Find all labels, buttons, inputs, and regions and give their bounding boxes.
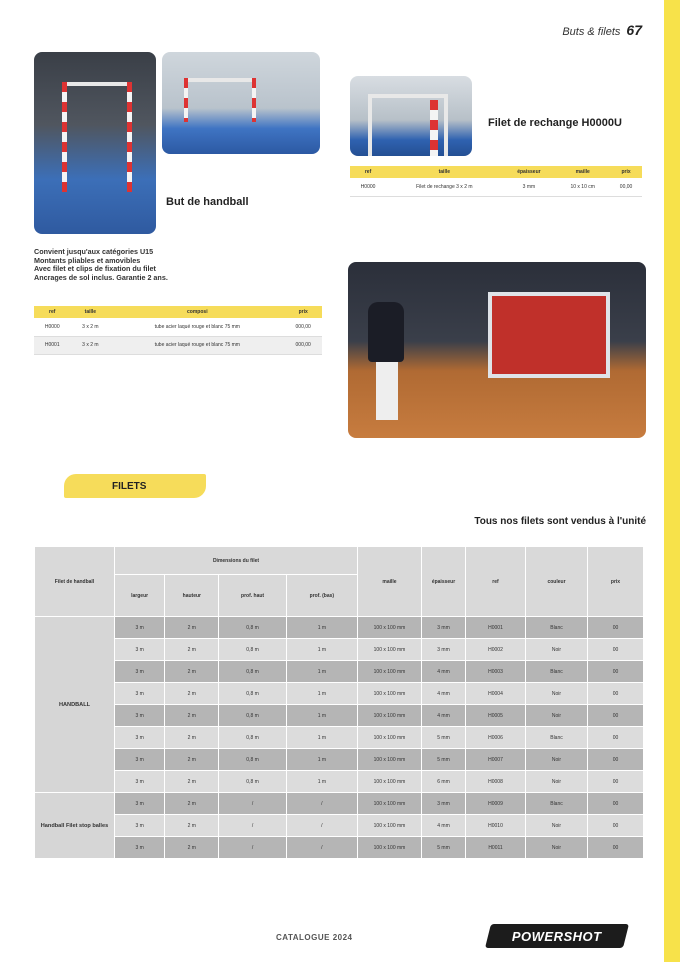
cell: 2 m	[165, 793, 219, 815]
col-header: ref	[34, 306, 71, 318]
desc-line: Montants pliables et amovibles	[34, 255, 141, 265]
cell: 0,8 m	[219, 683, 286, 705]
spare-net-title: Filet de rechange H0000U	[488, 117, 622, 129]
cell: 4 mm	[422, 683, 466, 705]
cell: 00	[588, 793, 644, 815]
col-header: maille	[555, 166, 610, 178]
cell: /	[286, 837, 357, 859]
cell: 2 m	[165, 617, 219, 639]
cell: 100 x 100 mm	[358, 639, 422, 661]
cell: 5 mm	[422, 749, 466, 771]
cell: Noir	[526, 837, 588, 859]
cell: H0003	[466, 661, 526, 683]
table-row	[35, 837, 644, 859]
cell: Blanc	[526, 661, 588, 683]
cell: Blanc	[526, 727, 588, 749]
cell: 3 m	[115, 749, 165, 771]
col-header: taille	[71, 306, 111, 318]
cell: H0006	[466, 727, 526, 749]
cell: 2 m	[165, 771, 219, 793]
goal-title: But de handball	[166, 196, 249, 208]
cell: 100 x 100 mm	[358, 727, 422, 749]
cell: 000,00	[284, 336, 322, 354]
dims-subheader: prof. haut	[219, 575, 286, 617]
spare-net-table	[350, 166, 642, 197]
col-header: épaisseur	[422, 547, 466, 617]
cell: /	[219, 815, 286, 837]
cell: 00	[588, 837, 644, 859]
cell: Noir	[526, 705, 588, 727]
cell: 6 mm	[422, 771, 466, 793]
cell: 5 mm	[422, 837, 466, 859]
cell: 2 m	[165, 661, 219, 683]
cell: H0001	[466, 617, 526, 639]
col-header: maille	[358, 547, 422, 617]
action-photo	[348, 262, 646, 438]
page-number: 67	[626, 22, 642, 38]
table-row	[35, 749, 644, 771]
cell: Noir	[526, 771, 588, 793]
cell: 5 mm	[422, 727, 466, 749]
table-row	[34, 336, 322, 354]
goal-description	[34, 248, 168, 282]
cell: 100 x 100 mm	[358, 661, 422, 683]
table-row	[35, 815, 644, 837]
cell: H0000	[350, 178, 386, 196]
cell: 1 m	[286, 727, 357, 749]
cell: H0004	[466, 683, 526, 705]
group-label: HANDBALL	[35, 617, 115, 793]
cell: H0000	[34, 318, 71, 336]
spare-net-photo	[350, 76, 472, 156]
table-row	[350, 178, 642, 196]
cell: 3 m	[115, 639, 165, 661]
col-header: prix	[588, 547, 644, 617]
cell: 00	[588, 617, 644, 639]
cell: Filet de rechange 3 x 2 m	[386, 178, 502, 196]
cell: 00	[588, 683, 644, 705]
cell: Noir	[526, 815, 588, 837]
cell: tube acier laqué rouge et blanc 75 mm	[110, 318, 284, 336]
cell: Noir	[526, 639, 588, 661]
cell: 0,8 m	[219, 727, 286, 749]
col-header: ref	[466, 547, 526, 617]
goal-photo-gym	[162, 52, 320, 154]
cell: 00	[588, 749, 644, 771]
cell: 4 mm	[422, 815, 466, 837]
cell: 0,8 m	[219, 705, 286, 727]
cell: 0,8 m	[219, 749, 286, 771]
cell: H0001	[34, 336, 71, 354]
cell: 100 x 100 mm	[358, 749, 422, 771]
cell: 3 m	[115, 617, 165, 639]
cell: H0002	[466, 639, 526, 661]
table-row	[35, 661, 644, 683]
cell: Noir	[526, 749, 588, 771]
col-header: taille	[386, 166, 502, 178]
cell: 0,8 m	[219, 617, 286, 639]
cell: /	[286, 793, 357, 815]
col-header: prix	[610, 166, 642, 178]
col-header: composi	[110, 306, 284, 318]
cell: 100 x 100 mm	[358, 793, 422, 815]
sale-note: Tous nos filets sont vendus à l'unité	[474, 516, 646, 527]
cell: 2 m	[165, 837, 219, 859]
cell: 3 mm	[422, 793, 466, 815]
cell: 0,8 m	[219, 639, 286, 661]
group-label: Handball Filet stop balles	[35, 793, 115, 859]
page-edge-strip	[664, 0, 680, 962]
cell: 1 m	[286, 683, 357, 705]
cell: 00	[588, 661, 644, 683]
brand-name: POWERSHOT	[512, 928, 602, 944]
cell: 4 mm	[422, 705, 466, 727]
table-row	[35, 793, 644, 815]
col-header: ref	[350, 166, 386, 178]
cell: 00	[588, 639, 644, 661]
col-header: prix	[284, 306, 322, 318]
cell: 3 m	[115, 837, 165, 859]
cell: 100 x 100 mm	[358, 837, 422, 859]
cell: 2 m	[165, 683, 219, 705]
cell: 2 m	[165, 639, 219, 661]
table-row	[35, 727, 644, 749]
col-header: épaisseur	[503, 166, 556, 178]
cell: 0,8 m	[219, 661, 286, 683]
cell: Blanc	[526, 617, 588, 639]
cell: 00	[588, 771, 644, 793]
cell: 4 mm	[422, 661, 466, 683]
cell: 2 m	[165, 727, 219, 749]
cell: Noir	[526, 683, 588, 705]
cell: 100 x 100 mm	[358, 705, 422, 727]
cell: 3 mm	[422, 639, 466, 661]
cell: H0011	[466, 837, 526, 859]
cell: 100 x 100 mm	[358, 771, 422, 793]
catalogue-label: CATALOGUE 2024	[276, 933, 353, 942]
col-header: couleur	[526, 547, 588, 617]
cell: 3 x 2 m	[71, 318, 111, 336]
cell: H0010	[466, 815, 526, 837]
dims-subheader: largeur	[115, 575, 165, 617]
cell: 3 m	[115, 683, 165, 705]
table-row	[35, 705, 644, 727]
cell: 3 m	[115, 815, 165, 837]
nets-table	[34, 546, 644, 859]
cell: 3 m	[115, 661, 165, 683]
cell: 3 m	[115, 727, 165, 749]
cell: 3 mm	[503, 178, 556, 196]
cell: /	[286, 815, 357, 837]
desc-line: Convient jusqu'aux catégories U15	[34, 247, 154, 256]
table-row	[35, 639, 644, 661]
cell: H0008	[466, 771, 526, 793]
cell: 000,00	[284, 318, 322, 336]
cell: 3 m	[115, 793, 165, 815]
cell: 3 mm	[422, 617, 466, 639]
cell: tube acier laqué rouge et blanc 75 mm	[110, 336, 284, 354]
cell: 1 m	[286, 771, 357, 793]
cell: H0007	[466, 749, 526, 771]
dims-subheader: prof. (bas)	[286, 575, 357, 617]
cell: 10 x 10 cm	[555, 178, 610, 196]
cell: 0,8 m	[219, 771, 286, 793]
goal-table	[34, 306, 322, 355]
cell: 3 m	[115, 705, 165, 727]
powershot-logo	[485, 924, 629, 948]
table-row	[34, 318, 322, 336]
col-header-type: Filet de handball	[35, 547, 115, 617]
cell: /	[219, 837, 286, 859]
cell: 00	[588, 705, 644, 727]
dims-header: Dimensions du filet	[115, 547, 358, 575]
cell: 100 x 100 mm	[358, 683, 422, 705]
desc-line: Avec filet et clips de fixation du filet	[34, 264, 156, 274]
dims-subheader: hauteur	[165, 575, 219, 617]
table-row	[35, 617, 644, 639]
cell: 00	[588, 727, 644, 749]
table-row	[35, 683, 644, 705]
cell: 2 m	[165, 815, 219, 837]
desc-line: Ancrages de sol inclus. Garantie 2 ans.	[34, 272, 168, 282]
cell: /	[219, 793, 286, 815]
page-header	[562, 22, 642, 38]
cell: 2 m	[165, 749, 219, 771]
cell: 1 m	[286, 705, 357, 727]
cell: 1 m	[286, 639, 357, 661]
cell: H0009	[466, 793, 526, 815]
filets-section-tab: FILETS	[64, 474, 206, 498]
cell: 1 m	[286, 749, 357, 771]
cell: H0005	[466, 705, 526, 727]
cell: 00	[588, 815, 644, 837]
goal-photo-court	[34, 52, 156, 234]
cell: 1 m	[286, 661, 357, 683]
cell: Blanc	[526, 793, 588, 815]
table-row	[35, 771, 644, 793]
cell: 1 m	[286, 617, 357, 639]
cell: 100 x 100 mm	[358, 617, 422, 639]
cell: 100 x 100 mm	[358, 815, 422, 837]
section-title: Buts & filets	[562, 26, 621, 38]
cell: 3 x 2 m	[71, 336, 111, 354]
cell: 2 m	[165, 705, 219, 727]
cell: 3 m	[115, 771, 165, 793]
cell: 00,00	[610, 178, 642, 196]
